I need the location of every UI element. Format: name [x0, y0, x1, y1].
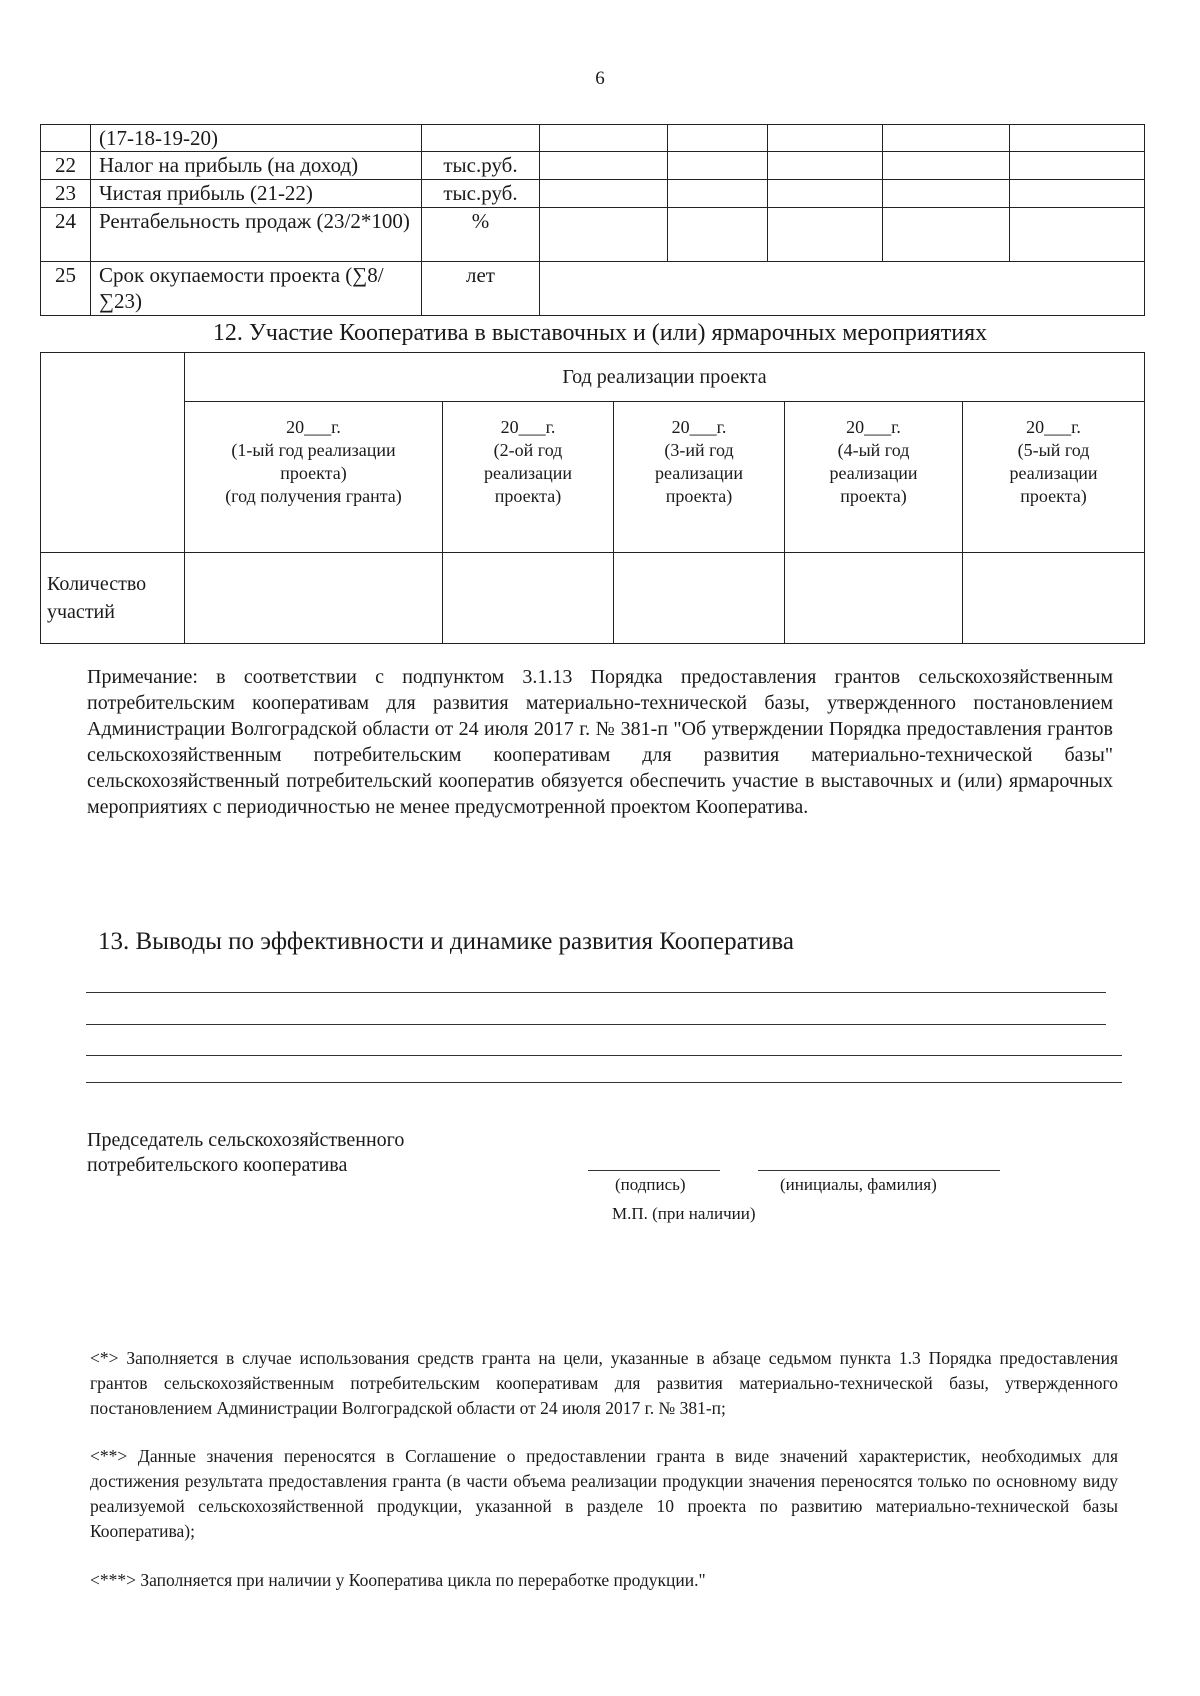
row-unit: тыс.руб. [422, 152, 540, 180]
row-number: 25 [41, 262, 91, 316]
year-header: 20___г. (3-ий год реализации проекта) [614, 402, 785, 553]
row-name: Срок окупаемости проекта (∑8/∑23) [91, 262, 422, 316]
corner-cell [41, 353, 185, 553]
name-caption: (инициалы, фамилия) [780, 1175, 937, 1194]
year-header: 20___г. (4-ый год реализации проекта) [785, 402, 963, 553]
answer-line [86, 992, 1106, 993]
row-number: 22 [41, 152, 91, 180]
year-header: 20___г. (5-ый год реализации проекта) [963, 402, 1145, 553]
answer-line [86, 1055, 1122, 1056]
stamp-caption: М.П. (при наличии) [612, 1204, 756, 1223]
row-unit [422, 125, 540, 152]
row-number: 23 [41, 180, 91, 208]
row-number: 24 [41, 208, 91, 262]
page-number: 6 [595, 68, 605, 89]
row-number [41, 125, 91, 152]
signature-caption: (подпись) [615, 1175, 686, 1194]
chairman-label: Председатель сельскохозяйственного потребительского кооператива [87, 1129, 405, 1176]
section-13-title: 13. Выводы по эффективности и динамике развития Кооператива [98, 928, 794, 955]
row-unit: лет [422, 262, 540, 316]
table-row [41, 125, 1145, 152]
table-row [41, 262, 1145, 316]
table-row [41, 208, 1145, 262]
row-name: Чистая прибыль (21-22) [91, 180, 422, 208]
year-header: 20___г. (1-ый год реализации проекта) (год получения гранта) [185, 402, 443, 553]
signature-line [588, 1170, 720, 1171]
row-name: (17-18-19-20) [91, 125, 422, 152]
year-header: 20___г. (2-ой год реализации проекта) [443, 402, 614, 553]
row-name: Рентабельность продаж (23/2*100) [91, 208, 422, 262]
footnote: <**> Данные значения переносятся в Соглашение о предоставлении гранта в виде значений характеристик, необходимых для достижения результата предоставления гранта (в части объема реализации продукции значения переносятся только по основному виду реализуемой сельскохозяйственной продукции, указанной в разделе 10 проекта по развитию материально-технической базы Кооператива); [90, 1446, 1118, 1541]
exhibition-table [40, 352, 1145, 644]
name-line [758, 1170, 1000, 1171]
table-row [41, 553, 1145, 644]
group-header: Год реализации проекта [185, 353, 1145, 402]
note-paragraph: Примечание: в соответствии с подпунктом 3.1.13 Порядка предоставления грантов сельскохозяйственным потребительским кооперативам для развития материально-технической базы, утвержденного постановлением Администрации Волгоградской области от 24 июля 2017 г. № 381-п "Об утверждении Порядка предоставления грантов сельскохозяйственным потребительским кооперативам для развития материально-технической базы" сельскохозяйственный потребительский кооператив обязуется обеспечить участие в выставочных и (или) ярмарочных мероприятиях с периодичностью не менее предусмотренной проектом Кооператива. [87, 666, 1113, 818]
footnote: <***> Заполняется при наличии у Кооператива цикла по переработке продукции." [90, 1570, 706, 1590]
row-label: Количество участий [41, 553, 185, 644]
footnote: <*> Заполняется в случае использования средств гранта на цели, указанные в абзаце седьмом пункта 1.3 Порядка предоставления грантов сельскохозяйственным потребительским кооперативам для развития материально-технической базы, утвержденного постановлением Администрации Волгоградской области от 24 июля 2017 г. № 381-п; [90, 1348, 1118, 1418]
row-unit: тыс.руб. [422, 180, 540, 208]
row-unit: % [422, 208, 540, 262]
answer-line [86, 1024, 1106, 1025]
answer-line [86, 1082, 1122, 1083]
section-12-title: 12. Участие Кооператива в выставочных и (или) ярмарочных мероприятиях [212, 320, 988, 346]
row-name: Налог на прибыль (на доход) [91, 152, 422, 180]
financial-table [40, 124, 1145, 316]
table-row [41, 180, 1145, 208]
table-row [41, 152, 1145, 180]
